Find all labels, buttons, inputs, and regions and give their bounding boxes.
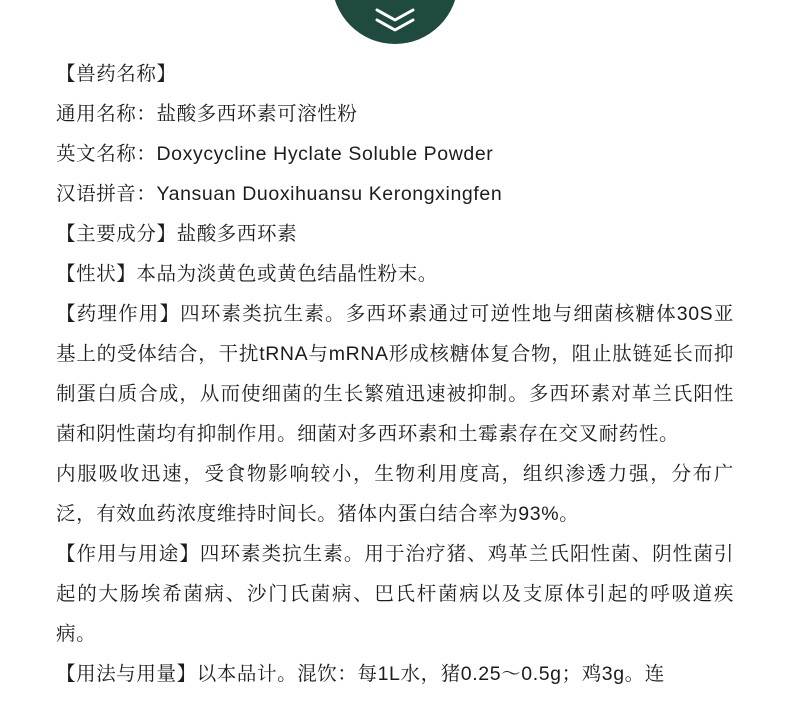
double-chevron-down-icon xyxy=(373,6,417,32)
main-ingredient: 【主要成分】盐酸多西环素 xyxy=(56,223,298,245)
pharmacology: 【药理作用】四环素类抗生素。多西环素通过可逆性地与细菌核糖体30S亚基上的受体结合，干扰tRNA与mRNA形成核糖体复合物，阻止肽链延长而抑制蛋白质合成，从而使细菌的生长繁殖迅速被抑制。多西环素对革兰氏阳性菌和阴性菌均有抑制作用。细菌对多西环素和土霉素存在交叉耐药性。 xyxy=(56,303,734,445)
pinyin-name: 汉语拼音：Yansuan Duoxihuansu Kerongxingfen xyxy=(56,183,503,205)
generic-name: 通用名称：盐酸多西环素可溶性粉 xyxy=(56,103,358,125)
absorption: 内服吸收迅速，受食物影响较小，生物利用度高，组织渗透力强，分布广泛，有效血药浓度维持时间长。猪体内蛋白结合率为93%。 xyxy=(56,463,734,525)
drug-name-heading: 【兽药名称】 xyxy=(56,63,177,85)
properties: 【性状】本品为淡黄色或黄色结晶性粉末。 xyxy=(56,263,438,285)
drug-insert-text xyxy=(0,54,790,694)
usage-indication: 【作用与用途】四环素类抗生素。用于治疗猪、鸡革兰氏阳性菌、阴性菌引起的大肠埃希菌病、沙门氏菌病、巴氏杆菌病以及支原体引起的呼吸道疾病。 xyxy=(56,543,734,645)
dosage: 【用法与用量】以本品计。混饮：每1L水，猪0.25～0.5g；鸡3g。连 xyxy=(56,663,665,685)
english-name: 英文名称：Doxycycline Hyclate Soluble Powder xyxy=(56,143,494,165)
header-badge xyxy=(332,0,458,44)
